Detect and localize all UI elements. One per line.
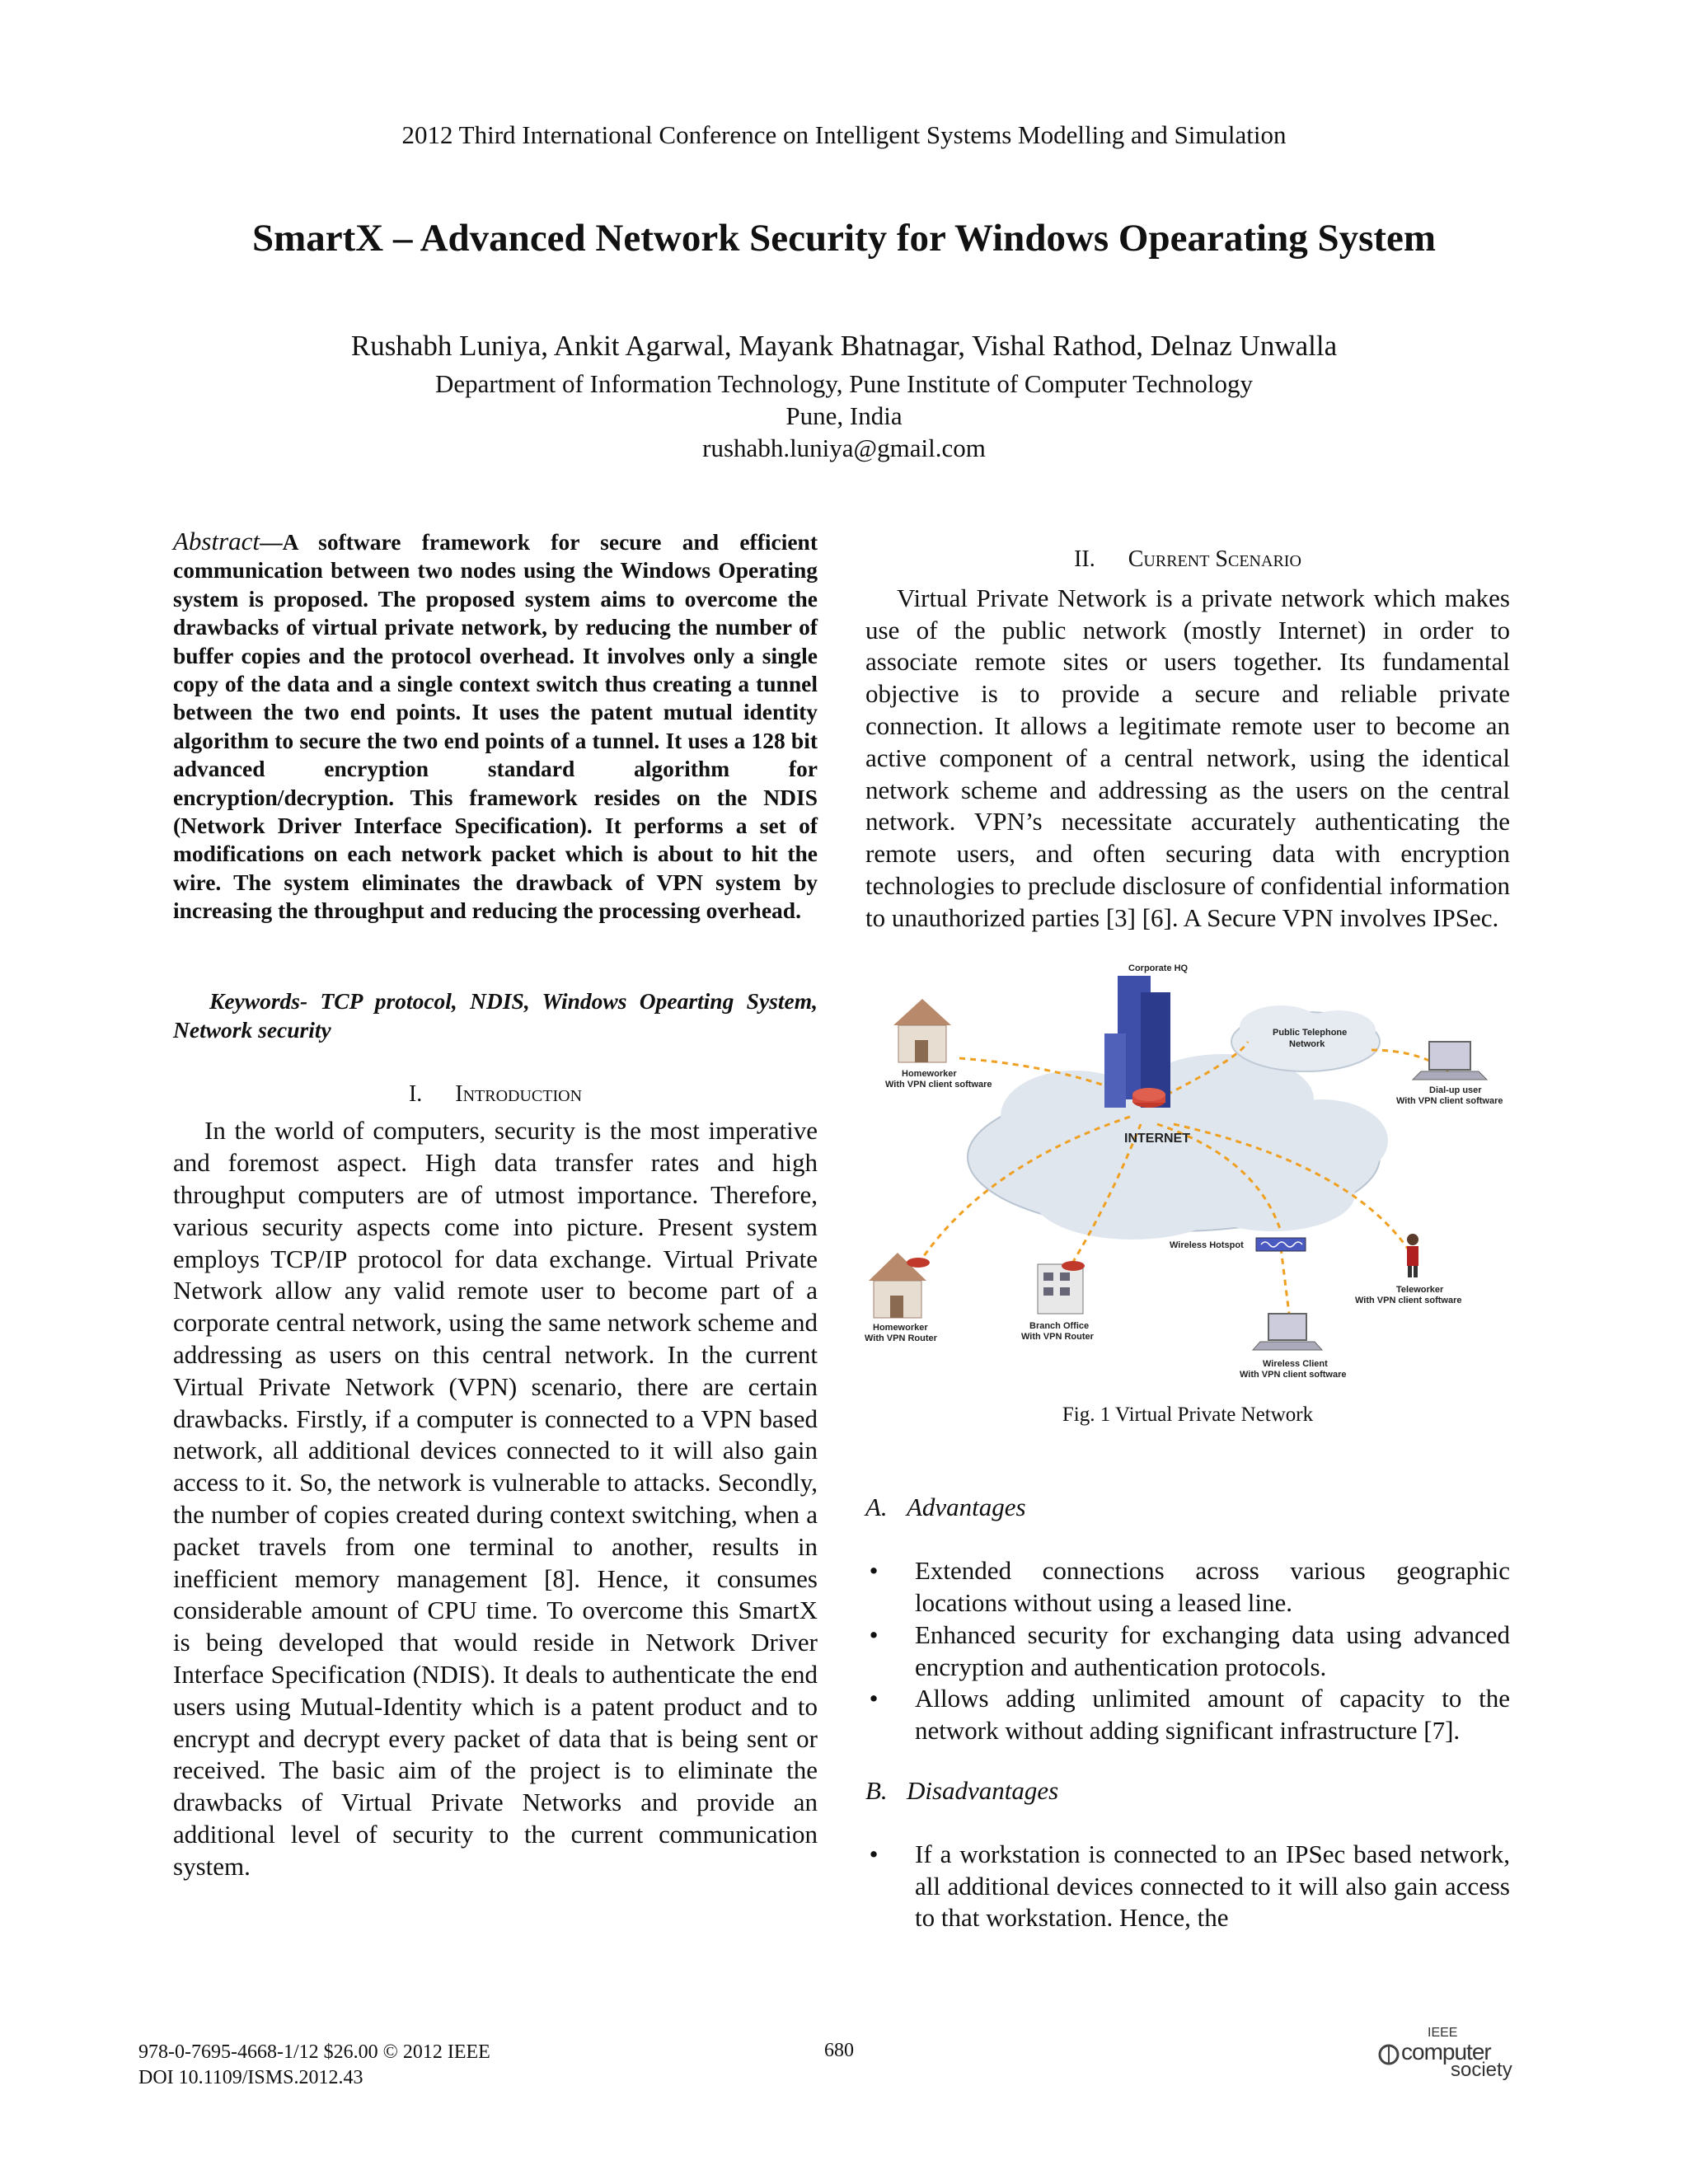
list-item: • Enhanced security for exchanging data using advanced encryption and authentication protocols. — [865, 1619, 1510, 1684]
teleworker-icon — [1407, 1234, 1418, 1277]
subsection-label: A. — [865, 1493, 888, 1522]
disadvantages-list — [865, 1839, 1510, 1934]
label-teleworker-sub: With VPN client software — [1355, 1295, 1462, 1305]
section-title: Current Scenario — [1128, 546, 1301, 572]
left-column — [173, 527, 818, 1883]
abstract — [173, 527, 818, 926]
label-wireless-client-sub: With VPN client software — [1240, 1369, 1347, 1380]
homeworker-router-house-icon — [869, 1253, 930, 1318]
bullet-icon: • — [869, 1619, 879, 1649]
label-dialup-sub: With VPN client software — [1396, 1095, 1503, 1106]
conference-name: 2012 Third International Conference on Intelligent Systems Modelling and Simulation — [401, 120, 1287, 149]
section-number: II. — [1074, 546, 1095, 572]
subsection-title: Advantages — [906, 1493, 1026, 1522]
paper-title: SmartX – Advanced Network Security for Windows Opearating System — [251, 217, 1437, 260]
label-wireless-client: Wireless Client — [1263, 1358, 1328, 1369]
label-homeworker: Homeworker — [902, 1068, 957, 1079]
footer-citation — [138, 2040, 490, 2091]
label-public-telephone: Public Telephone — [1273, 1027, 1348, 1038]
footer-doi: DOI 10.1109/ISMS.2012.43 — [138, 2067, 363, 2088]
author-email: rushabh.luniya@gmail.com — [702, 434, 986, 462]
abstract-text: A software framework for secure and efficient communication between two nodes using the Windows Operating system is proposed. The proposed system aims to overcome the drawbacks of virtual private network, by reducing the number of buffer copies and the protocol overhead. It involves only a single copy of the data and a single context switch thus creating a tunnel between the two end points. It uses the patent mutual identity algorithm to secure the two end points of a tunnel. It uses a 128 bit advanced encryption standard algorithm for encryption/decryption. This framework resides on the NDIS (Network Driver Interface Specification). It performs a set of modifications on each network packet which is about to hit the wire. The system eliminates the drawback of VPN system by increasing the throughput and reducing the processing overhead. — [173, 529, 818, 924]
label-homeworker-sub: With VPN client software — [885, 1079, 992, 1090]
label-homeworker-router-sub: With VPN Router — [865, 1333, 937, 1343]
list-item: • Extended connections across various geographic locations without using a leased line. — [865, 1555, 1510, 1619]
internet-cloud — [968, 1054, 1388, 1240]
list-item: • Allows adding unlimited amount of capacity to the network without adding significant infrastructure [7]. — [865, 1683, 1510, 1747]
label-teleworker: Teleworker — [1396, 1284, 1444, 1295]
introduction-paragraph: In the world of computers, security is the most imperative and foremost aspect. High data transfer rates and high throughput computers are of utmost importance. Therefore, various security aspects come into picture. Present system employs TCP/IP protocol for data exchange. Virtual Private Network allow any valid remote user to become part of a corporate central network, using the same network scheme and addressing as users on this central network. In the current Virtual Private Network (VPN) scenario, there are certain drawbacks. Firstly, if a computer is connected to a VPN based network, all additional devices connected to it will also gain access to it. So, the network is vulnerable to attacks. Secondly, the number of copies created during context switching, when a packet travels from one terminal to another, results in inefficient memory management [8]. Hence, it consumes considerable amount of CPU time. To overcome this SmartX is being developed that would reside in Network Driver Interface Specification (NDIS). It deals to authenticate the end users using Mutual-Identity which is a patent product and to encrypt and decrypt every packet of data that is being sent or received. The basic aim of the project is to eliminate the drawbacks of Virtual Private Networks and provide an additional level of security to the current communication system. — [173, 1116, 818, 1881]
author-department: Department of Information Technology, Pune Institute of Computer Technology — [434, 369, 1254, 398]
keywords: Keywords- TCP protocol, NDIS, Windows Opearting System, Network security — [173, 987, 818, 1043]
label-branch-office: Branch Office — [1029, 1320, 1090, 1331]
label-wireless-hotspot: Wireless Hotspot — [1170, 1240, 1244, 1250]
section-number: I. — [408, 1080, 423, 1107]
section-heading-current-scenario — [865, 544, 1510, 576]
subsection-label: B. — [865, 1775, 888, 1805]
author-location: Pune, India — [785, 401, 903, 430]
router-icon — [1132, 1088, 1165, 1108]
page-number: 680 — [824, 2040, 854, 2061]
author-list: Rushabh Luniya, Ankit Agarwal, Mayank Bhatnagar, Vishal Rathod, Delnaz Unwalla — [350, 330, 1338, 362]
figure-caption: Fig. 1 Virtual Private Network — [1062, 1403, 1314, 1426]
label-dialup: Dial-up user — [1429, 1085, 1482, 1095]
dialup-laptop-icon — [1413, 1042, 1487, 1080]
ieee-computer-society-logo: IEEE computer society — [1378, 2026, 1526, 2083]
bullet-icon: • — [869, 1684, 879, 1713]
subsection-heading-advantages — [865, 1492, 1510, 1524]
abstract-label: Abstract — [173, 527, 260, 555]
homeworker-house-icon — [893, 999, 951, 1062]
section-title: Introduction — [455, 1080, 583, 1107]
label-homeworker-router: Homeworker — [873, 1322, 928, 1333]
bullet-icon: • — [869, 1839, 879, 1868]
branch-office-icon — [1038, 1261, 1085, 1314]
abstract-dash: — — [260, 529, 283, 555]
subsection-heading-disadvantages — [865, 1775, 1510, 1807]
label-branch-office-sub: With VPN Router — [1021, 1331, 1094, 1342]
corporate-hq-building-icon — [1104, 976, 1170, 1108]
subsection-title: Disadvantages — [906, 1775, 1059, 1805]
label-corporate-hq: Corporate HQ — [1128, 963, 1189, 973]
current-scenario-paragraph: Virtual Private Network is a private network which makes use of the public network (mostly Internet) in order to associate remote sites or users together. Its fundamental objective is to provide a secure and reliable private connection. It allows a legitimate remote user to become an active component of a central network, using the identical network scheme and addressing as the users on the central network. VPN’s necessitate accurately authenticating the remote users, and often securing data with encryption technologies to preclude disclosure of confidential information to unauthorized parties [3] [6]. A Secure VPN involves IPSec. — [865, 583, 1510, 932]
label-internet: INTERNET — [1124, 1131, 1190, 1146]
vpn-figure — [860, 959, 1508, 1396]
label-network: Network — [1289, 1038, 1325, 1049]
section-heading-introduction — [173, 1079, 818, 1111]
vpn-diagram — [860, 959, 1508, 1396]
footer-isbn: 978-0-7695-4668-1/12 $26.00 © 2012 IEEE — [138, 2041, 490, 2063]
telephone-cloud — [1231, 1005, 1380, 1071]
bullet-icon: • — [869, 1556, 879, 1586]
society-globe-icon — [1378, 2044, 1400, 2065]
wireless-hotspot-icon — [1256, 1238, 1306, 1251]
right-column — [865, 544, 1510, 1934]
list-item: • If a workstation is connected to an IPSec based network, all additional devices connected to it will also gain access to that workstation. Hence, the — [865, 1839, 1510, 1934]
advantages-list — [865, 1555, 1510, 1747]
wireless-client-laptop-icon — [1253, 1314, 1322, 1350]
